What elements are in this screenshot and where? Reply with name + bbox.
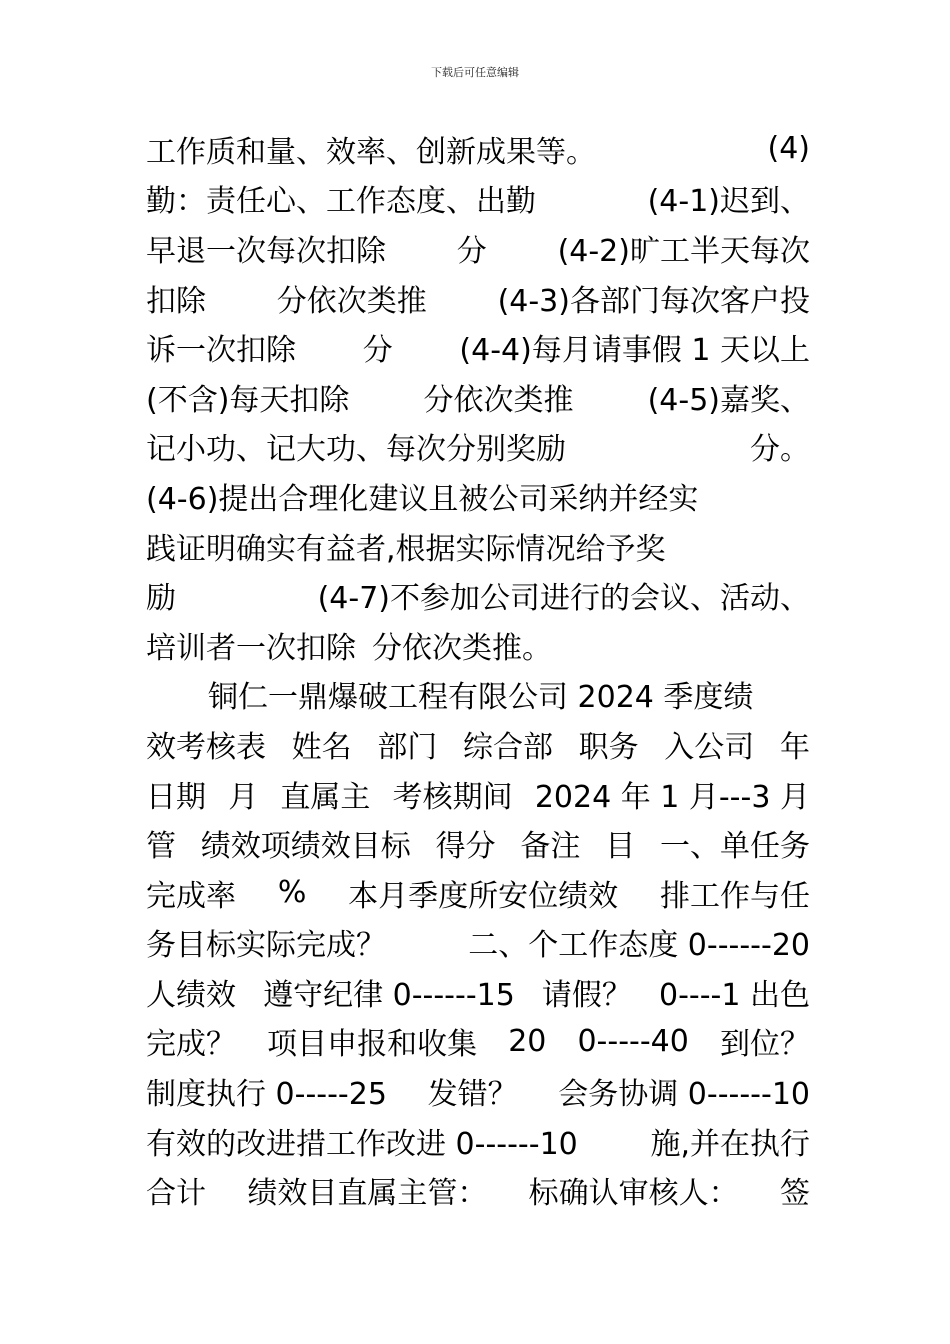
text-segment: 目 (605, 829, 636, 865)
text-segment: 姓名 (291, 729, 352, 765)
text-segment: 项目申报和收集 (267, 1027, 478, 1063)
text-segment: 职务 (578, 729, 639, 765)
text-segment: 人绩效 (146, 977, 236, 1013)
text-segment: (不含)每天扣除 (146, 382, 350, 418)
text-line-6 (146, 372, 810, 422)
text-segment: 效考核表 (146, 729, 266, 765)
text-segment: 培训者一次扣除 (146, 630, 356, 666)
text-segment: 施,并在执行 (650, 1126, 810, 1162)
text-segment: 遵守纪律 0------15 (263, 977, 515, 1013)
text-line-17 (146, 918, 810, 968)
text-segment: 考核期间 (392, 779, 513, 815)
text-line-9 (146, 521, 810, 571)
text-segment: 综合部 (462, 729, 553, 765)
text-line-4 (146, 273, 810, 323)
text-segment: 20 (508, 1023, 547, 1059)
text-segment: 务目标实际完成？ (146, 928, 386, 964)
text-segment: 直属主 (280, 779, 371, 815)
page-header: 下载后可任意编辑 (431, 66, 519, 79)
text-segment: 本月季度所安位绩效 (348, 878, 619, 914)
text-segment: 制度执行 0-----25 (146, 1077, 387, 1113)
text-segment: (4-1)迟到、 (647, 184, 810, 220)
text-segment: 扣除 (146, 283, 206, 319)
text-line-13 (146, 719, 810, 769)
text-segment: 会务协调 0------10 (558, 1077, 810, 1113)
text-segment: 诉一次扣除 (146, 333, 296, 369)
text-segment: 0----1 出色 (658, 977, 810, 1013)
text-segment: (4-6)提出合理化建议且被公司采纳并经实 (146, 481, 699, 517)
text-segment: 绩效目直属主管： (247, 1176, 488, 1212)
text-segment: (4) (767, 131, 810, 167)
text-segment: 有效的改进措工作改进 0------10 (146, 1126, 578, 1162)
text-line-11 (146, 620, 810, 670)
text-line-2 (146, 174, 810, 224)
text-line-5 (146, 322, 810, 372)
text-segment: 分依次类推。 (372, 630, 552, 666)
text-segment: (4-3)各部门每次客户投 (497, 283, 810, 319)
text-segment: 2024 年 1 月---3 月 (534, 779, 810, 815)
text-segment: (4-7)不参加公司进行的会议、活动、 (317, 581, 810, 617)
text-segment: (4-2)旷工半天每次 (557, 233, 810, 269)
text-segment: 勤：责任心、工作态度、出勤 (146, 184, 536, 220)
text-segment: 请假？ (541, 977, 632, 1013)
text-segment: 完成率 (146, 878, 236, 914)
text-segment: % (277, 875, 307, 911)
text-line-22 (146, 1165, 810, 1215)
text-segment: 备注 (520, 829, 581, 865)
document-body (146, 124, 810, 1215)
text-segment: 分 (362, 333, 393, 369)
text-segment: 分 (456, 233, 487, 269)
text-segment: 二、个工作态度 0------20 (468, 928, 810, 964)
text-segment: 发错？ (427, 1077, 518, 1113)
text-line-1 (146, 124, 810, 174)
text-segment: 记小功、记大功、每次分别奖励 (146, 432, 566, 468)
text-line-20 (146, 1066, 810, 1116)
text-segment: 完成？ (146, 1027, 236, 1063)
text-line-7 (146, 422, 810, 472)
text-line-10 (146, 570, 810, 620)
text-segment: 管 (146, 829, 176, 865)
text-line-16 (146, 868, 810, 918)
text-segment: 0-----40 (577, 1023, 689, 1059)
text-segment: 分依次类推 (276, 283, 427, 319)
text-segment: 年 (779, 729, 810, 765)
text-line-19 (146, 1017, 810, 1067)
text-segment: 工作质和量、效率、创新成果等。 (146, 134, 596, 170)
text-line-15 (146, 818, 810, 868)
text-segment: 合计 (146, 1176, 206, 1212)
text-segment: (4-4)每月请事假 1 天以上 (459, 333, 810, 369)
text-segment: 入公司 (664, 729, 755, 765)
text-segment: 铜仁一鼎爆破工程有限公司 2024 季度绩 (208, 680, 754, 716)
text-segment: 到位？ (719, 1027, 810, 1063)
text-segment: 标确认审核人： (528, 1176, 739, 1212)
text-segment: 得分 (435, 829, 496, 865)
text-segment: 早退一次每次扣除 (146, 233, 386, 269)
text-segment: 励 (146, 581, 176, 617)
text-segment: 一、单任务 (659, 829, 810, 865)
text-segment: 部门 (377, 729, 438, 765)
text-segment: 日期 (146, 779, 206, 815)
text-segment: 月 (228, 779, 259, 815)
text-segment: 绩效项绩效目标 (200, 829, 411, 865)
text-segment: (4-5)嘉奖、 (647, 382, 810, 418)
text-line-8 (146, 471, 810, 521)
text-line-12 (146, 670, 810, 720)
text-line-18 (146, 967, 810, 1017)
text-line-21 (146, 1116, 810, 1166)
text-segment: 排工作与任 (660, 878, 810, 914)
text-line-14 (146, 769, 810, 819)
text-line-3 (146, 223, 810, 273)
text-segment: 分。 (750, 432, 810, 468)
text-segment: 签 (779, 1176, 810, 1212)
text-segment: 分依次类推 (423, 382, 574, 418)
text-segment: 践证明确实有益者,根据实际情况给予奖 (146, 531, 666, 567)
